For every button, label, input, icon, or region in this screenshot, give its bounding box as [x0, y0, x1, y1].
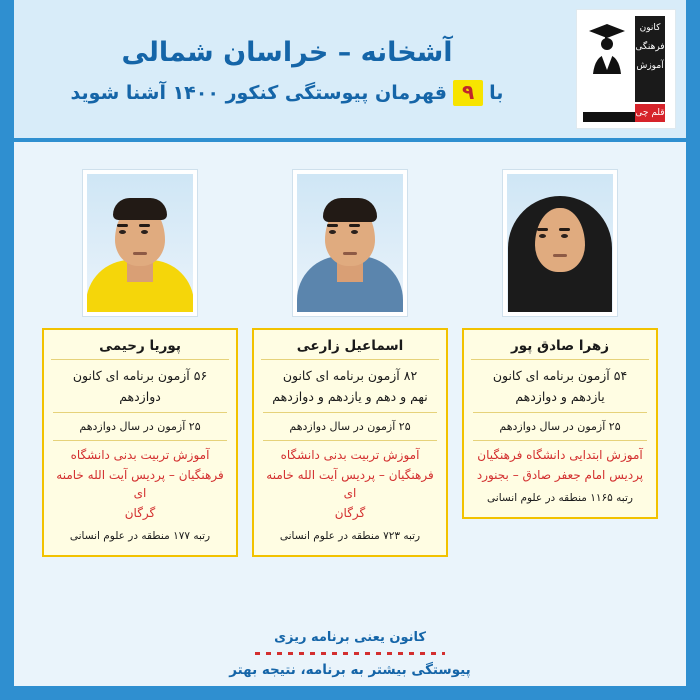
- poster-footer: [14, 630, 686, 678]
- student-cards: [14, 142, 686, 557]
- male-student-yellow-shirt-portrait-icon: [87, 174, 193, 312]
- student-photo-frame: [293, 170, 407, 316]
- logo-line-2: فرهنگی: [635, 42, 665, 52]
- student-photo-frame: [503, 170, 617, 316]
- student-exam-count: ۵۴ آزمون برنامه ای کانون: [492, 368, 628, 383]
- student-card: [252, 170, 448, 557]
- logo-line-1: کانون: [639, 23, 661, 33]
- footer-line-1: کانون یعنی برنامه ریزی: [274, 630, 426, 645]
- header-titles: [14, 33, 566, 106]
- student-grades: یازدهم و دوازدهم: [515, 389, 605, 405]
- student-field-line-1: آموزش تربیت بدنی دانشگاه: [70, 447, 210, 462]
- student-card: [462, 170, 658, 557]
- page-subtitle: [14, 80, 560, 106]
- student-year-exams: ۲۵ آزمون در سال دوازدهم: [499, 419, 621, 433]
- subtitle-prefix: با: [489, 81, 504, 104]
- student-field-line-3: گرگان: [124, 505, 156, 520]
- student-year-exams: ۲۵ آزمون در سال دوازدهم: [289, 419, 411, 433]
- student-grades: دوازدهم: [119, 389, 161, 405]
- student-field-line-2: پردیس امام جعفر صادق – بجنورد: [476, 467, 644, 482]
- student-rank: رتبه ۱۱۶۵ منطقه در علوم انسانی: [487, 491, 633, 504]
- student-rank: رتبه ۱۷۷ منطقه در علوم انسانی: [69, 529, 211, 542]
- student-grades: نهم و دهم و یازدهم و دوازدهم: [272, 389, 428, 405]
- student-photo-frame: [83, 170, 197, 316]
- student-field-line-2: فرهنگیان – پردیس آیت الله خامنه ای: [56, 467, 224, 500]
- student-exam-count: ۸۲ آزمون برنامه ای کانون: [282, 368, 418, 383]
- student-info-box: [42, 328, 238, 557]
- kanoon-logo: [576, 9, 676, 129]
- logo-vertical-text: [635, 16, 665, 102]
- footer-line-2: پیوستگی بیشتر به برنامه، نتیجه بهتر: [229, 662, 471, 678]
- student-field-line-2: فرهنگیان – پردیس آیت الله خامنه ای: [266, 467, 434, 500]
- student-field-line-3: گرگان: [334, 505, 366, 520]
- student-name: اسماعیل زارعی: [261, 338, 439, 360]
- dotted-divider: [255, 652, 445, 655]
- student-info-box: [252, 328, 448, 557]
- female-student-hijab-portrait-icon: [507, 174, 613, 312]
- poster-body: [14, 142, 686, 686]
- logo-bar-decoration: [583, 112, 635, 122]
- graduate-figure-icon: [585, 18, 629, 74]
- student-rank: رتبه ۷۲۳ منطقه در علوم انسانی: [279, 529, 421, 542]
- subtitle-suffix: قهرمان پیوستگی کنکور ۱۴۰۰ آشنا شوید: [70, 81, 447, 104]
- student-card: [42, 170, 238, 557]
- page-title: آشخانه – خراسان شمالی: [121, 36, 453, 68]
- count-badge: ۹: [453, 80, 483, 106]
- student-field-line-1: آموزش تربیت بدنی دانشگاه: [280, 447, 420, 462]
- student-year-exams: ۲۵ آزمون در سال دوازدهم: [79, 419, 201, 433]
- student-name: پوریا رحیمی: [51, 338, 229, 360]
- poster-header: [14, 0, 686, 142]
- student-info-box: [462, 328, 658, 519]
- male-student-blue-shirt-portrait-icon: [297, 174, 403, 312]
- student-field-line-1: آموزش ابتدایی دانشگاه فرهنگیان: [477, 447, 643, 462]
- student-name: زهرا صادق پور: [471, 338, 649, 360]
- student-exam-count: ۵۶ آزمون برنامه ای کانون: [72, 368, 208, 383]
- logo-line-3: آموزش: [636, 61, 664, 71]
- logo-red-badge: قلم چی: [635, 104, 665, 122]
